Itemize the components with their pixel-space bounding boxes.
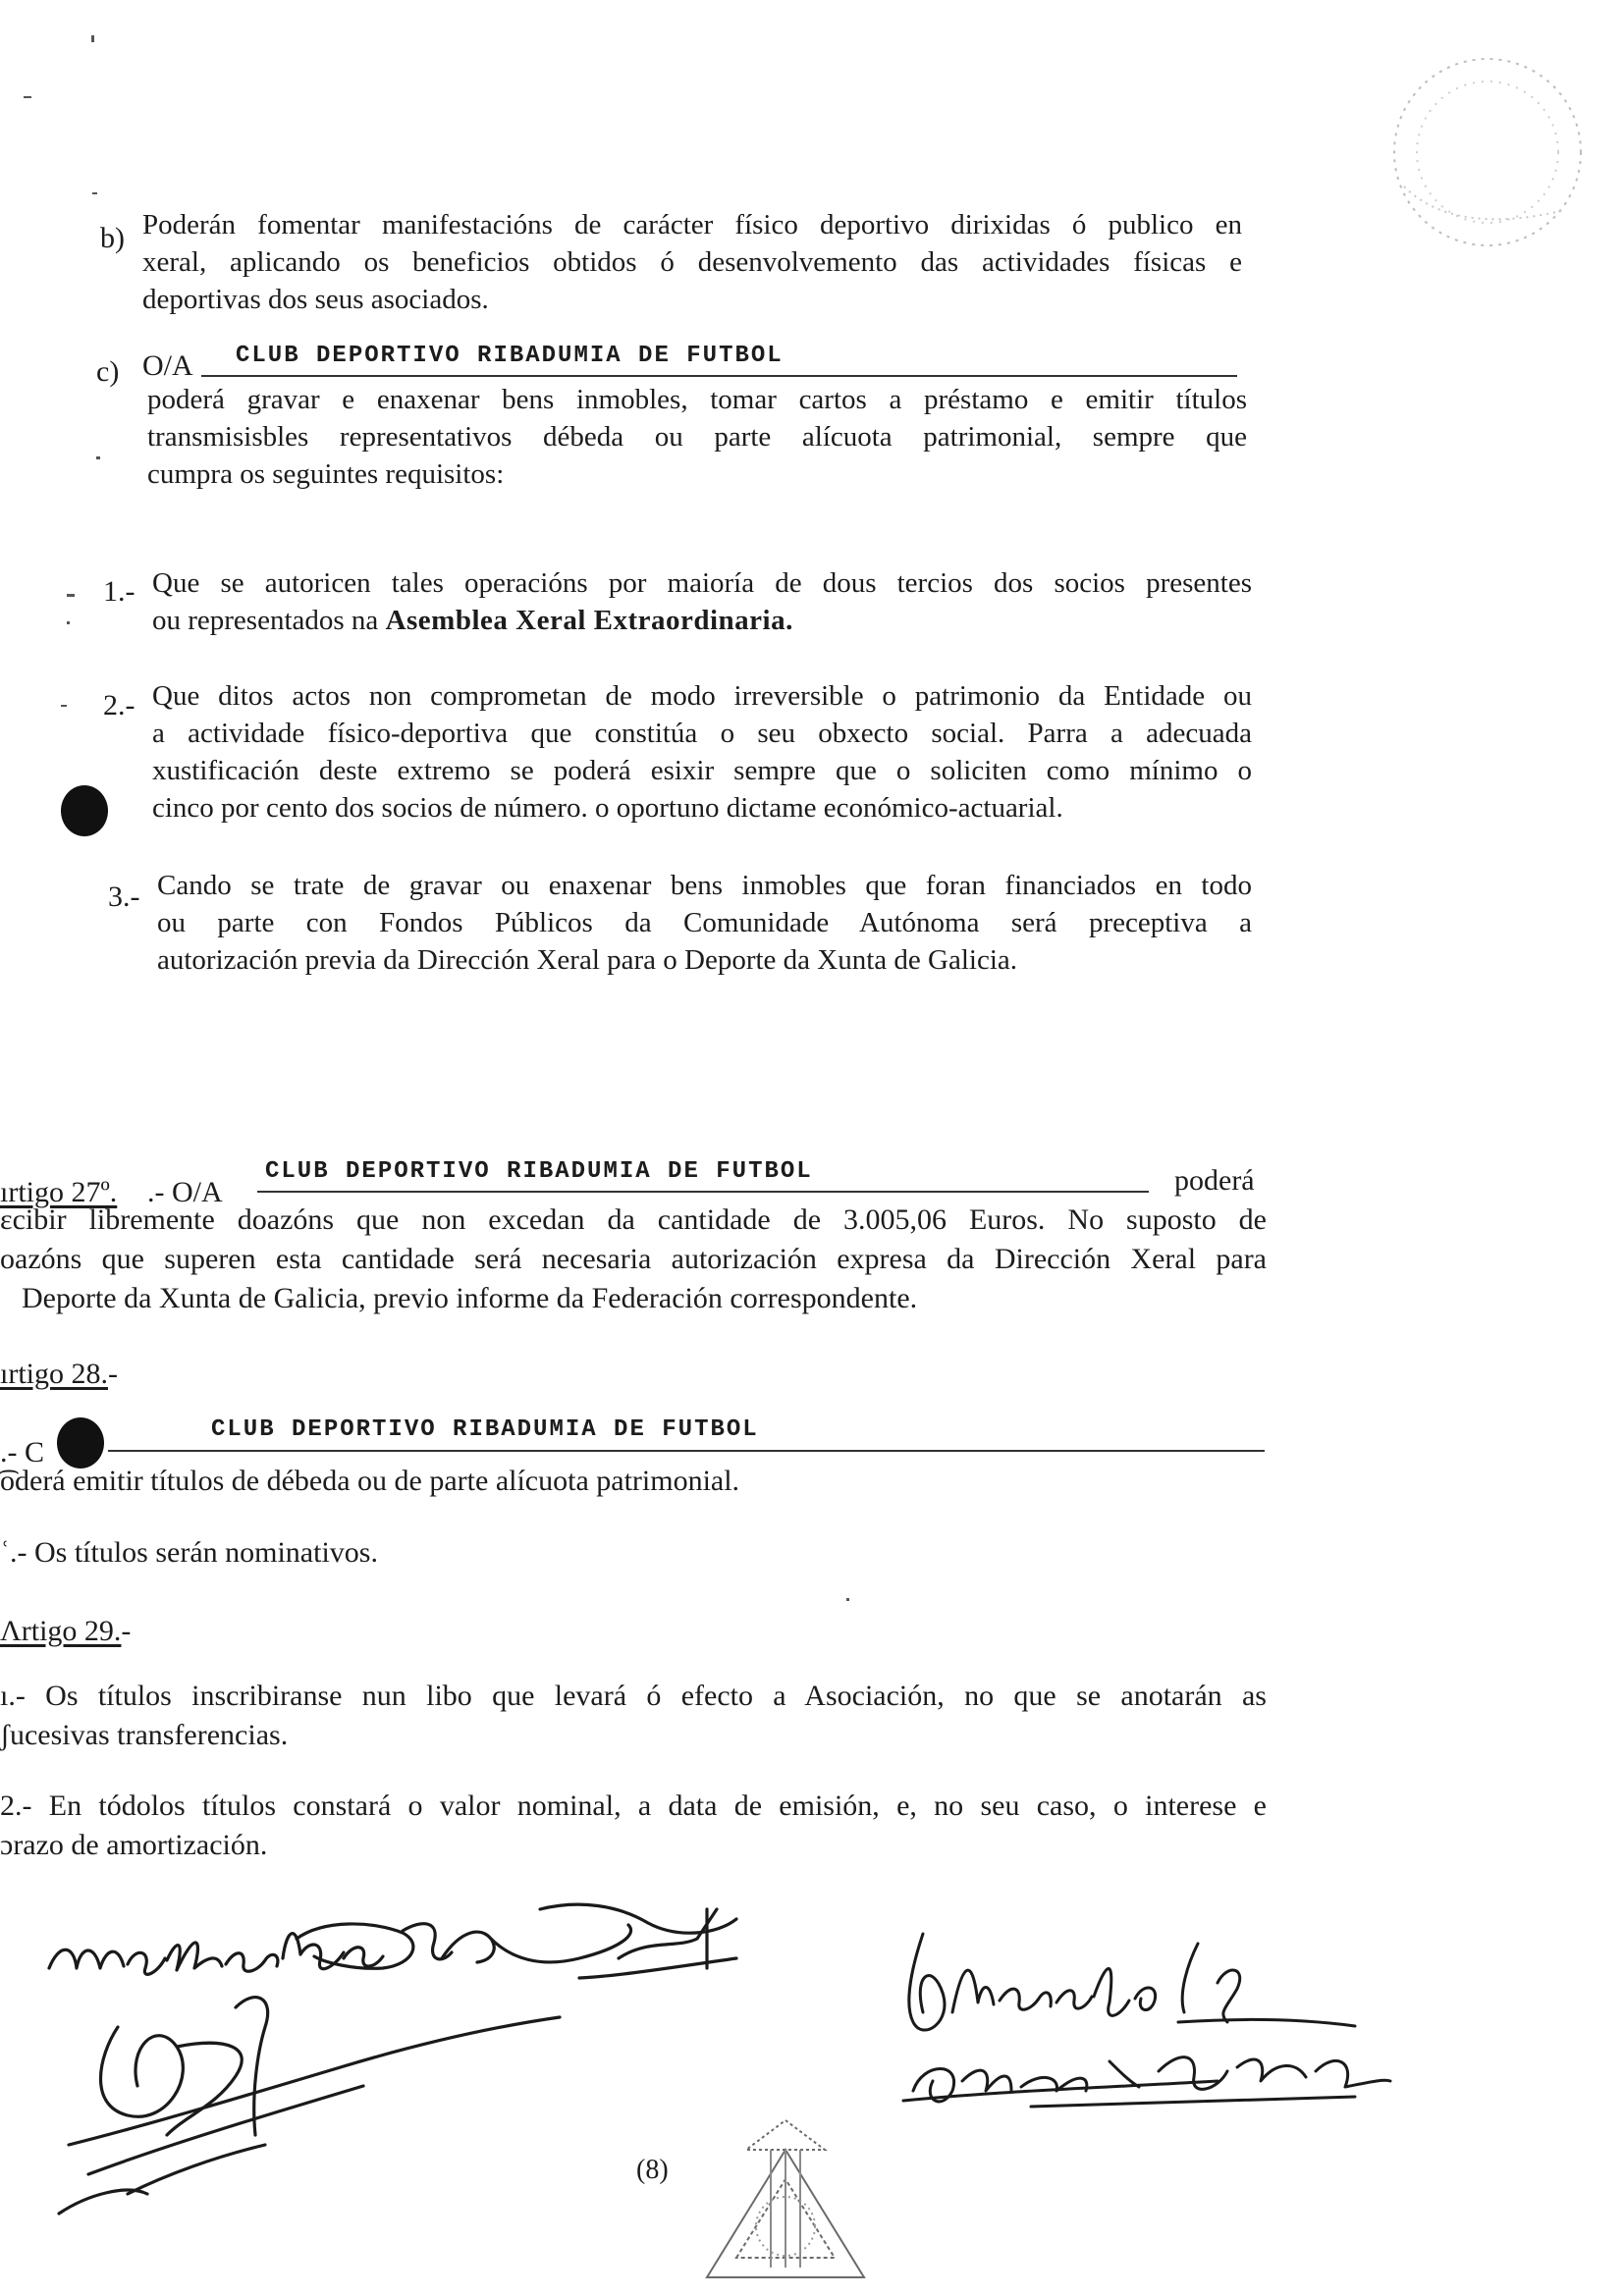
article-29-item1: [0, 1677, 1267, 1755]
signature-right: [884, 1904, 1394, 2160]
requirement-line: a actividade físico-deportiva que constitúa o seu obxecto social. Parra a adecuada: [152, 718, 1252, 749]
article-27-line: oazóns que superen esta cantidade será necesaria autorización expresa da Dirección Xeral para: [0, 1243, 1267, 1275]
article-28-item1-text: ͡oderá emitir títulos de débeda ou de parte alícuota patrimonial.: [0, 1465, 740, 1497]
requirement-line: ou parte con Fondos Públicos da Comunidade Autónoma será preceptiva a: [157, 907, 1252, 938]
ink-blot: [57, 1417, 104, 1468]
requirement-line: [152, 602, 1252, 639]
article-29-line: 2.- En tódolos títulos constará o valor nominal, a data de emisión, e, no seu caso, o interese e: [0, 1789, 1267, 1822]
section-c-line: transmisisbles representativos débeda ou parte alícuota patrimonial, sempre que: [147, 421, 1247, 453]
requirement-3-text: [157, 867, 1252, 979]
requirement-line: xustificación deste extremo se poderá esixir sempre que o soliciten como mínimo o: [152, 755, 1252, 786]
article-29-heading: Ʌrtigo 29.: [0, 1615, 122, 1647]
article-27-line: ɛcibir libremente doazóns que non excedan da cantidade de 3.005,06 Euros. No suposto de: [0, 1203, 1267, 1236]
scan-speck: [67, 594, 75, 597]
page-number: (8): [636, 2155, 669, 2185]
scan-speck: [846, 1598, 849, 1601]
fill-line: [201, 375, 1237, 377]
requirement-1-text: [152, 564, 1252, 639]
club-name-field: CLUB DEPORTIVO RIBADUMIA DE FUTBOL: [236, 343, 784, 369]
club-name-field: CLUB DEPORTIVO RIBADUMIA DE FUTBOL: [265, 1158, 813, 1185]
article-28-item2-text: ʿ.- Os títulos serán nominativos.: [0, 1536, 378, 1569]
requirement-line: cinco por cento dos socios de número. o oportuno dictame económico-actuarial.: [152, 792, 1063, 824]
requirement-number: 1.-: [103, 575, 135, 608]
fill-line: [108, 1450, 1265, 1452]
scan-speck: [92, 192, 97, 194]
article-27-heading: ırtigo 27º.: [0, 1176, 118, 1208]
scan-speck: [67, 621, 70, 624]
article-29-heading-tail: -: [121, 1615, 132, 1647]
requirement-number: 3.-: [108, 881, 140, 913]
section-b-marker: b): [100, 222, 125, 254]
scan-speck: [91, 35, 94, 42]
section-c-prefix: O/A: [142, 349, 193, 382]
assembly-emphasis: Asemblea Xeral Extraordinaria.: [385, 605, 793, 636]
article-29-line: ʃucesivas transferencias.: [0, 1719, 289, 1751]
article-29-heading-row: [0, 1615, 131, 1648]
article-28-heading-row: [0, 1358, 118, 1391]
article-28-heading-tail: -: [108, 1358, 118, 1390]
section-c-marker: c): [96, 355, 120, 388]
article-27-text: [0, 1201, 1267, 1318]
article-27-suffix: poderá: [1174, 1164, 1255, 1197]
section-b-line: Poderán fomentar manifestacións de carácter físico deportivo dirixidas ó publico en: [142, 209, 1242, 240]
scan-speck: [24, 96, 31, 98]
requirement-number: 2.-: [103, 689, 135, 721]
requirement-line: Que ditos actos non comprometan de modo irreversible o patrimonio da Entidade ou: [152, 680, 1252, 712]
article-27-lead: .- O/A: [147, 1176, 223, 1208]
fill-line: [257, 1191, 1149, 1193]
scan-speck: [96, 456, 100, 459]
club-name-field: CLUB DEPORTIVO RIBADUMIA DE FUTBOL: [211, 1416, 759, 1443]
ink-blot: [61, 785, 108, 836]
requirement-line-start: ou representados na: [152, 605, 386, 636]
article-29-line: ɔrazo de amortización.: [0, 1829, 268, 1861]
club-crest-stamp: [677, 2110, 893, 2296]
article-27-line: Deporte da Xunta de Galicia, previo informe da Federación correspondente.: [22, 1282, 918, 1314]
section-b-line: deportivas dos seus asociados.: [142, 284, 489, 315]
section-c-line: cumpra os seguintes requisitos:: [147, 458, 505, 490]
stamp-faint: [1365, 39, 1610, 285]
section-c-text: [147, 381, 1247, 493]
requirement-line: Que se autoricen tales operacións por maioría de dous tercios dos socios presentes: [152, 567, 1252, 599]
article-28-heading: ırtigo 28.: [0, 1358, 108, 1390]
section-b-line: xeral, aplicando os beneficios obtidos ó desenvolvemento das actividades físicas e: [142, 246, 1242, 278]
article-29-line: ı.- Os títulos inscribiranse nun libo que levará ó efecto a Asociación, no que se anotarán as: [0, 1680, 1267, 1712]
requirement-2-text: [152, 677, 1252, 827]
requirement-line: autorización previa da Dirección Xeral para o Deporte da Xunta de Galicia.: [157, 944, 1018, 976]
section-b-text: [142, 206, 1242, 318]
article-29-item2: [0, 1787, 1267, 1865]
requirement-line: Cando se trate de gravar ou enaxenar bens inmobles que foran financiados en todo: [157, 870, 1252, 901]
scan-speck: [61, 705, 67, 707]
section-c-line: poderá gravar e enaxenar bens inmobles, tomar cartos a préstamo e emitir títulos: [147, 384, 1247, 415]
article-28-item1-prefix: .- C: [0, 1436, 44, 1468]
